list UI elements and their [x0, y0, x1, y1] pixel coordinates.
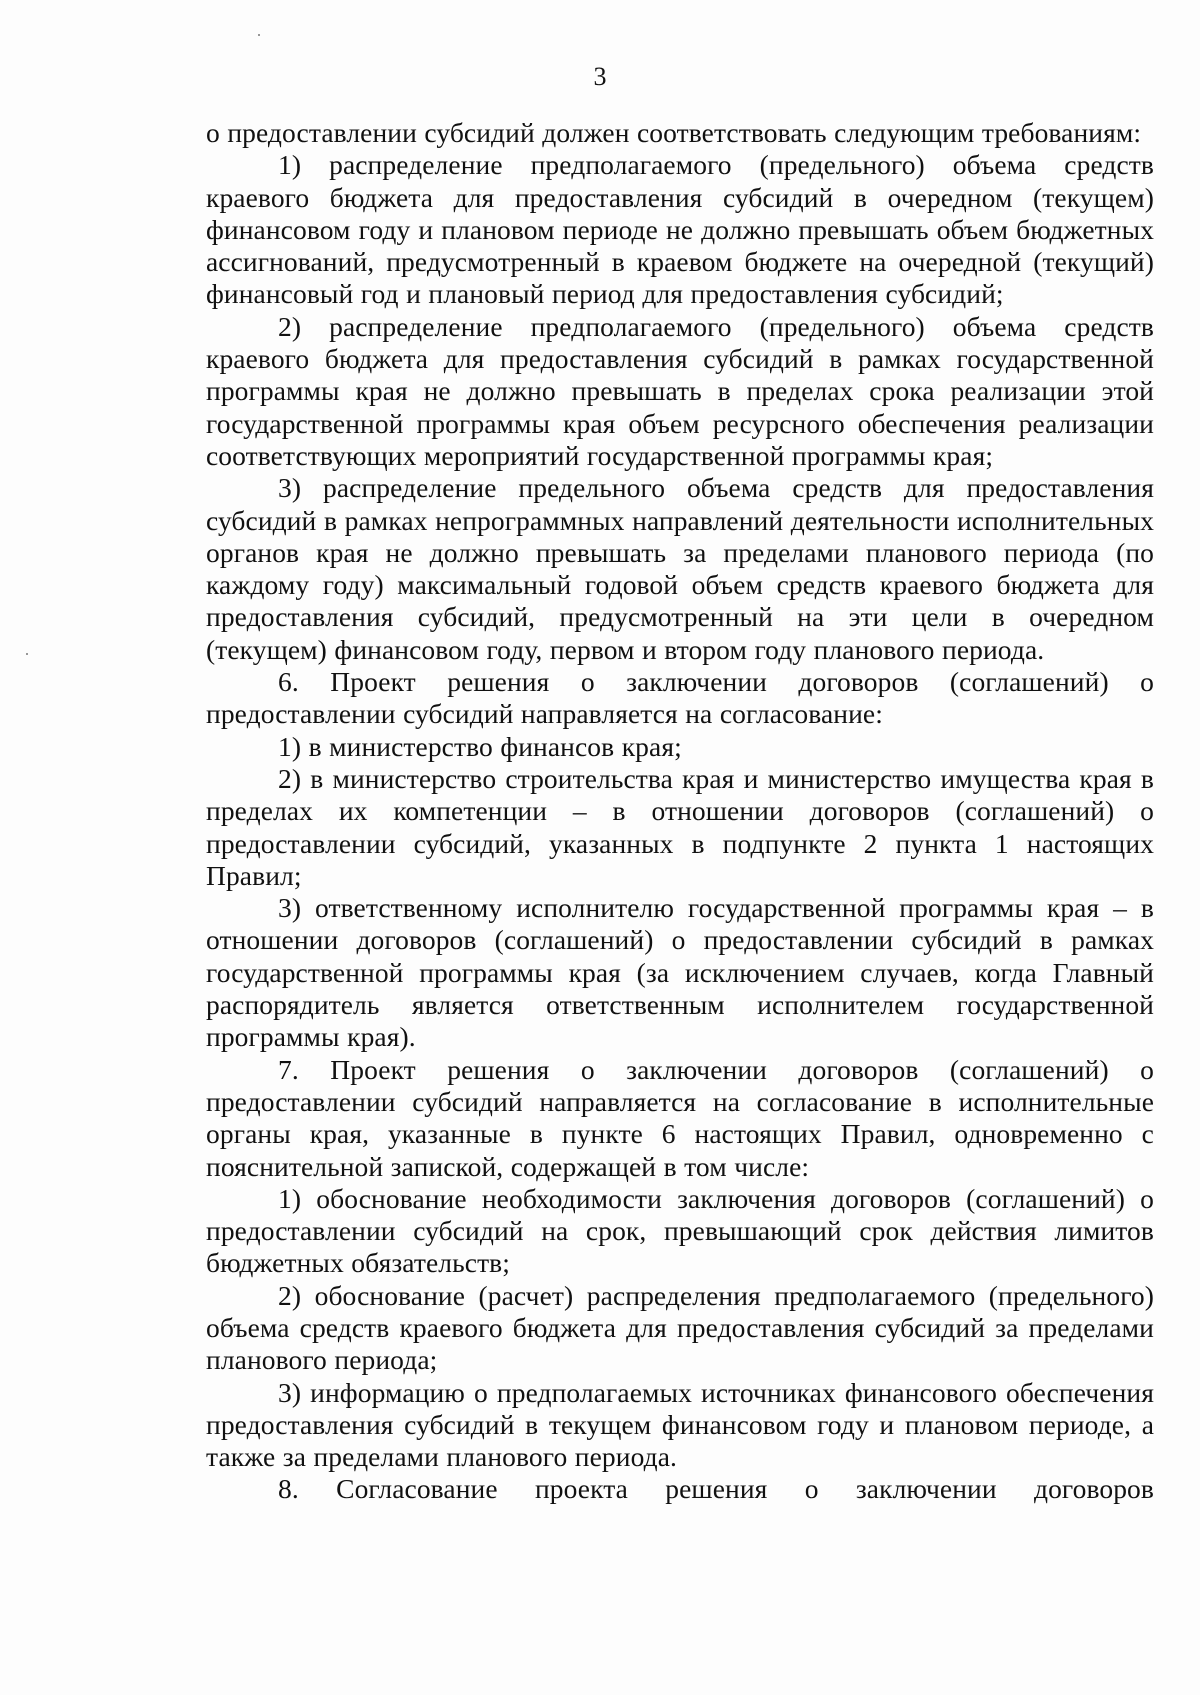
paragraph-item-1: 1) распределение предполагаемого (предельного) объема средств краевого бюджета для предоставления субсидий в очередном (текущем) финансовом году и плановом периоде не должно превышать объем бюджетных ассигнований, предусмотренный в краевом бюджете на очередной (текущий) финансовый год и плановый период для предоставления субсидий;: [206, 149, 1154, 310]
paragraph-clause-6: 6. Проект решения о заключении договоров (соглашений) о предоставлении субсидий направляется на согласование:: [206, 666, 1154, 730]
paragraph-clause-7-item-2: 2) обоснование (расчет) распределения предполагаемого (предельного) объема средств краевого бюджета для предоставления субсидий за пределами планового периода;: [206, 1279, 1154, 1376]
paragraph-continuation: о предоставлении субсидий должен соответствовать следующим требованиям:: [206, 117, 1142, 148]
paragraph-item-3: 3) распределение предельного объема средств для предоставления субсидий в рамках непрограммных направлений деятельности исполнительных органов края не должно превышать за пределами планового периода (по каждому году) максимальный годовой объем средств краевого бюджета для предоставления субсидий, предусмотренный на эти цели в очередном (текущем) финансовом году, первом и втором году планового периода.: [206, 472, 1154, 665]
paragraph-item-2: 2) распределение предполагаемого (предельного) объема средств краевого бюджета для предоставления субсидий в рамках государственной программы края не должно превышать в пределах срока реализации этой государственной программы края объем ресурсного обеспечения реализации соответствующих мероприятий государственной программы края;: [206, 310, 1154, 471]
paragraph-clause-6-item-1: 1) в министерство финансов края;: [278, 730, 682, 762]
paragraph-clause-7: 7. Проект решения о заключении договоров (соглашений) о предоставлении субсидий направляется на согласование в исполнительные органы края, указанные в пункте 6 настоящих Правил, одновременно с пояснительной запиской, содержащей в том числе:: [206, 1053, 1154, 1182]
paragraph-clause-8: 8. Согласование проекта решения о заключении договоров: [278, 1473, 1154, 1505]
scan-speck: [26, 653, 28, 655]
paragraph-clause-7-item-1: 1) обоснование необходимости заключения договоров (соглашений) о предоставлении субсидий на срок, превышающий срок действия лимитов бюджетных обязательств;: [206, 1182, 1154, 1279]
page-number: 3: [593, 62, 607, 91]
paragraph-clause-6-item-2: 2) в министерство строительства края и министерство имущества края в пределах их компетенции – в отношении договоров (соглашений) о предоставлении субсидий, указанных в подпункте 2 пункта 1 настоящих Правил;: [206, 762, 1154, 891]
paragraph-clause-7-item-3: 3) информацию о предполагаемых источниках финансового обеспечения предоставления субсидий в текущем финансовом году и плановом периоде, а также за пределами планового периода.: [206, 1376, 1154, 1473]
document-body: [206, 117, 1154, 1506]
paragraph-clause-6-item-3: 3) ответственному исполнителю государственной программы края – в отношении договоров (соглашений) о предоставлении субсидий в рамках государственной программы края (за исключением случаев, когда Главный распорядитель является ответственным исполнителем государственной программы края).: [206, 892, 1154, 1053]
scan-speck: [258, 34, 260, 36]
